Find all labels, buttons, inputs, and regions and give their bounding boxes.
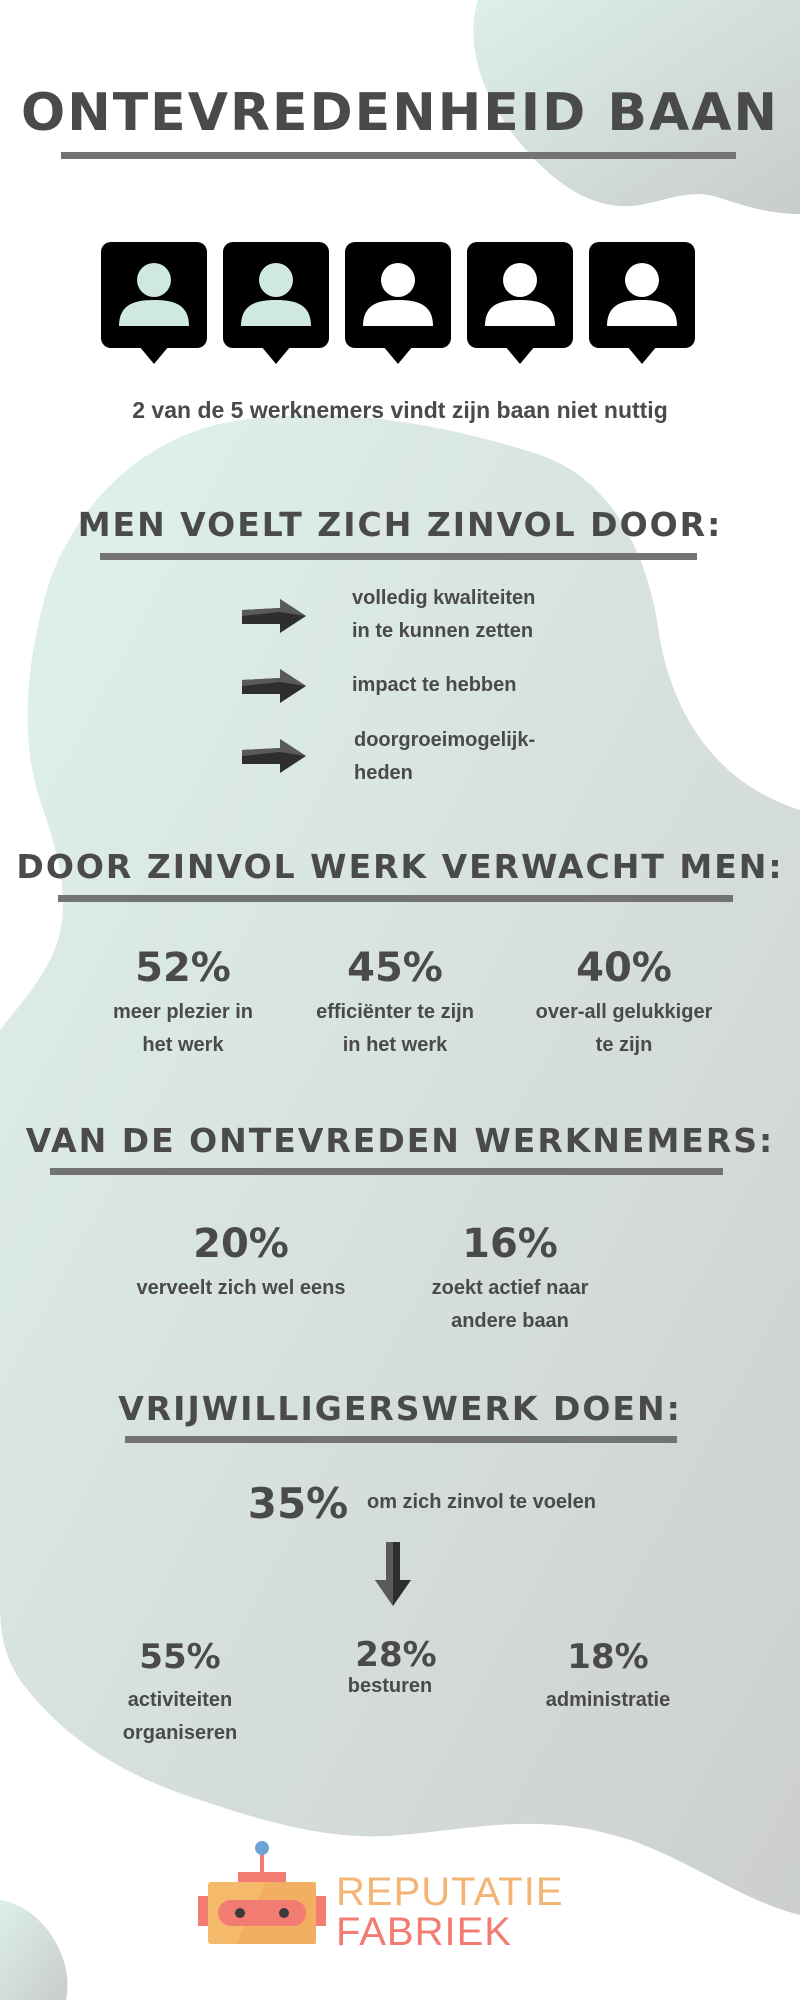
- dissatisfied-title: VAN DE ONTEVREDEN WERKNEMERS:: [25, 1121, 775, 1160]
- user-icon: [101, 242, 207, 366]
- employees-caption: 2 van de 5 werknemers vindt zijn baan niet nuttig: [132, 397, 668, 423]
- meaningful-item-3-line1: doorgroeimogelijk-: [354, 729, 536, 751]
- volunteer-stat-3: [518, 1630, 698, 1717]
- expectation-stat-3-line1: over-all gelukkiger: [535, 1001, 713, 1023]
- expectation-stat-3-line2: te zijn: [595, 1034, 653, 1056]
- user-icon: [345, 242, 451, 366]
- logo-line-2: FABRIEK: [336, 1910, 512, 1954]
- volunteer-stat-3-line1: administratie: [545, 1689, 671, 1711]
- expectation-stat-1-line2: het werk: [142, 1034, 224, 1056]
- expectation-stat-2-value: 45%: [347, 945, 443, 991]
- meaningful-title: MEN VOELT ZICH ZINVOL DOOR:: [77, 505, 723, 544]
- expectations-title: DOOR ZINVOL WERK VERWACHT MEN:: [16, 847, 784, 886]
- dissatisfied-stat-1-line1: verveelt zich wel eens: [136, 1277, 346, 1299]
- dissatisfied-stat-2-line1: zoekt actief naar: [431, 1277, 589, 1299]
- volunteer-stat-2-line1: besturen: [347, 1675, 433, 1697]
- volunteer-stat-1-value: 55%: [139, 1637, 221, 1677]
- expectation-stat-2-line2: in het werk: [342, 1034, 448, 1056]
- expectation-stat-2: [283, 940, 507, 1062]
- dissatisfied-stat-2-line2: andere baan: [451, 1310, 569, 1332]
- arrow-down-icon: [372, 1540, 414, 1608]
- volunteer-stat-1-line2: organiseren: [122, 1722, 238, 1744]
- meaningful-item-1-line2: in te kunnen zetten: [352, 620, 534, 642]
- volunteer-stat-2-value: 28%: [355, 1635, 437, 1675]
- volunteer-main-text: om zich zinvol te voelen: [367, 1491, 596, 1513]
- meaningful-item-1-line1: volledig kwaliteiten: [352, 587, 536, 609]
- volunteer-divider: [125, 1436, 677, 1443]
- volunteer-stat-1-line1: activiteiten: [127, 1689, 233, 1711]
- expectation-stat-3: [514, 940, 734, 1062]
- dissatisfied-stat-2-value: 16%: [462, 1221, 558, 1267]
- page-title: ONTEVREDENHEID BAAN: [20, 83, 780, 143]
- user-icon: [467, 242, 573, 366]
- dissatisfied-stat-1: [126, 1216, 356, 1305]
- bottom-left-blob: [0, 1900, 67, 2000]
- meaningful-divider: [100, 553, 697, 560]
- arrow-right-icon: [240, 737, 308, 775]
- expectation-stat-1-line1: meer plezier in: [112, 1001, 254, 1023]
- meaningful-item-3: [354, 724, 614, 790]
- user-icon: [589, 242, 695, 366]
- expectations-divider: [58, 895, 733, 902]
- expectation-stat-3-value: 40%: [576, 945, 672, 991]
- volunteer-stat-1: [90, 1630, 270, 1750]
- arrow-right-icon: [240, 597, 308, 635]
- dissatisfied-stat-1-value: 20%: [193, 1221, 289, 1267]
- volunteer-stat-3-value: 18%: [567, 1637, 649, 1677]
- robot-logo-icon: [196, 1838, 328, 1952]
- meaningful-item-2: impact te hebben: [352, 674, 517, 696]
- volunteer-title: VRIJWILLIGERSWERK DOEN:: [118, 1389, 682, 1428]
- meaningful-item-1: [352, 582, 612, 648]
- volunteer-stat-2: [310, 1628, 470, 1703]
- expectation-stat-1: [83, 940, 283, 1062]
- user-icon: [223, 242, 329, 366]
- dissatisfied-stat-2: [410, 1216, 610, 1338]
- title-divider: [61, 152, 736, 159]
- expectation-stat-2-line1: efficiënter te zijn: [316, 1001, 474, 1023]
- logo-wordmark: [336, 1872, 636, 1952]
- volunteer-main-value: 35%: [247, 1479, 349, 1528]
- expectation-stat-1-value: 52%: [135, 945, 231, 991]
- logo-line-1: REPUTATIE: [336, 1870, 564, 1914]
- dissatisfied-divider: [50, 1168, 723, 1175]
- meaningful-item-3-line2: heden: [354, 762, 413, 784]
- arrow-right-icon: [240, 667, 308, 705]
